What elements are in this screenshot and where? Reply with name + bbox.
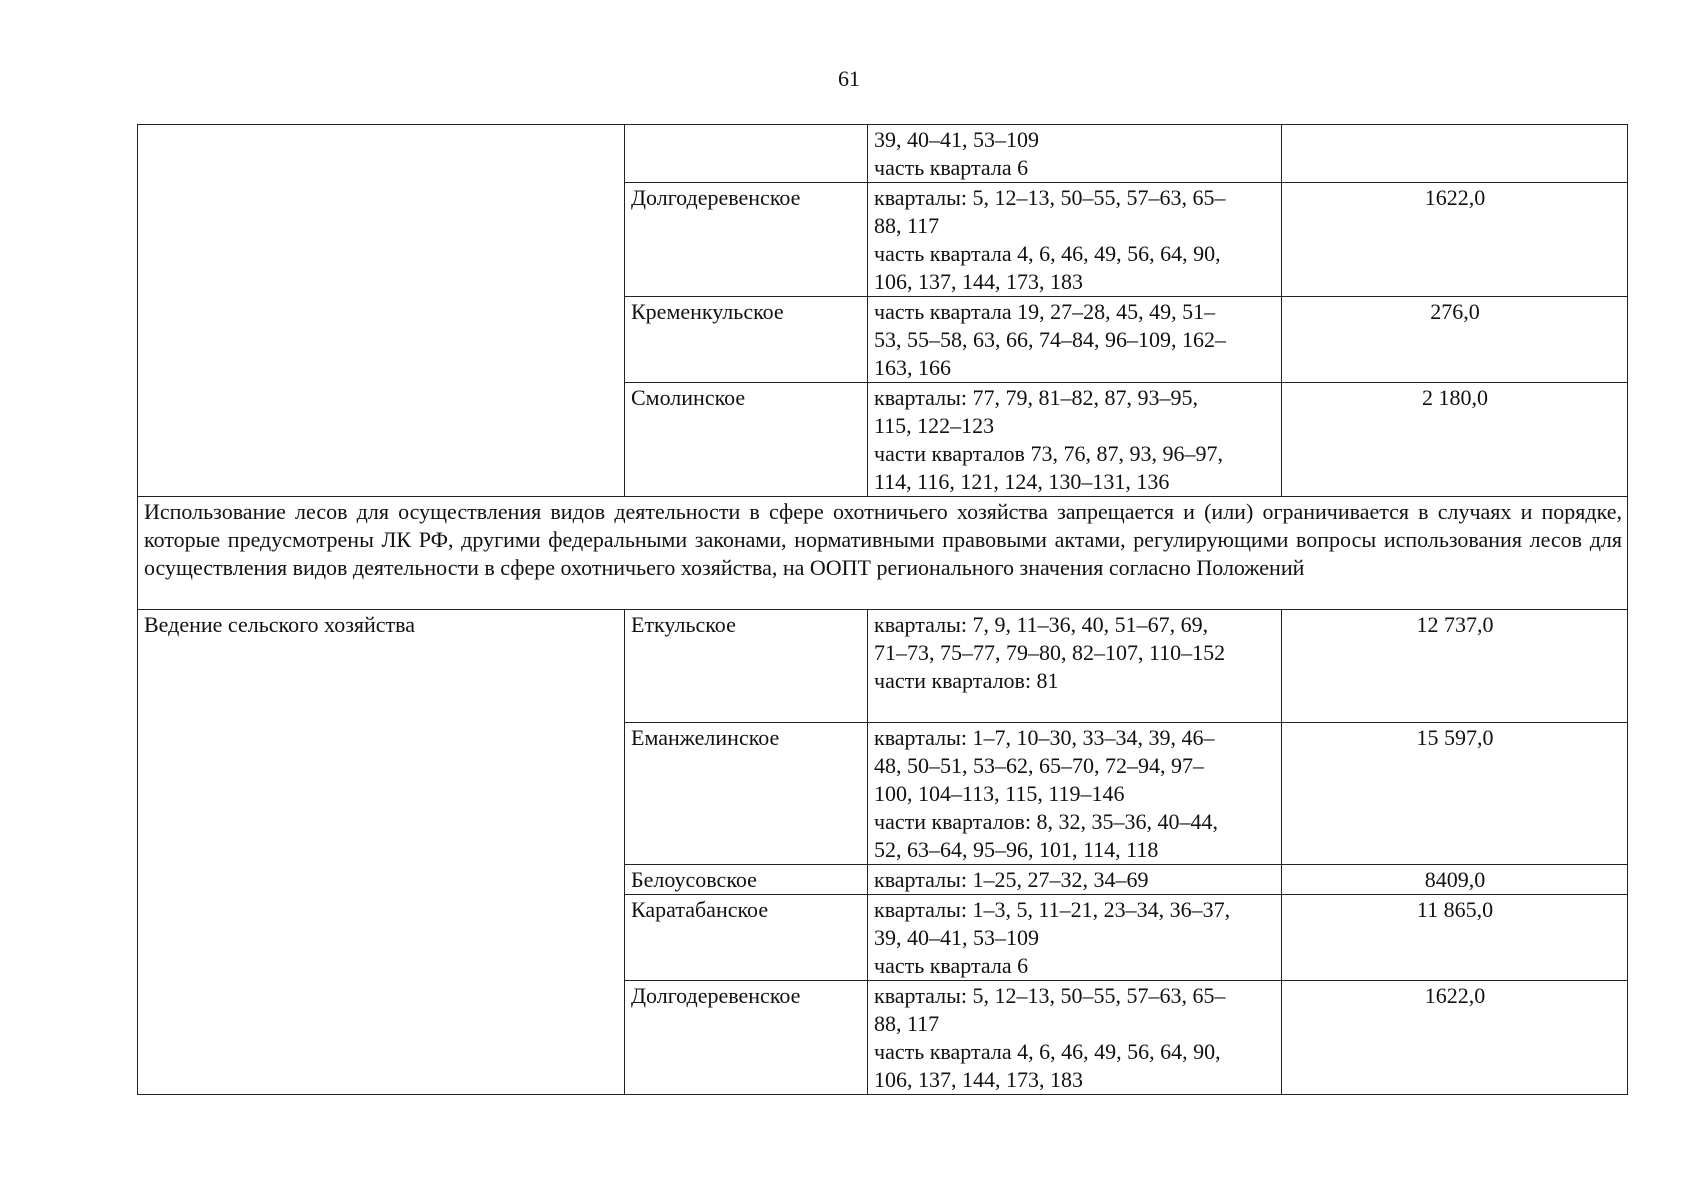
quarters-line: части кварталов: 8, 32, 35–36, 40–44, [874, 809, 1219, 834]
quarters-line: часть квартала 6 [874, 953, 1029, 978]
activity-cell: Ведение сельского хозяйства [138, 610, 625, 1095]
area-cell: 8409,0 [1282, 865, 1628, 895]
quarters-line: 48, 50–51, 53–62, 65–70, 72–94, 97– [874, 753, 1204, 778]
quarters-line: 71–73, 75–77, 79–80, 82–107, 110–152 [874, 640, 1226, 665]
quarters-line: 100, 104–113, 115, 119–146 [874, 781, 1125, 806]
quarters-line: части кварталов: 81 [874, 668, 1059, 693]
forestry-cell: Каратабанское [625, 895, 868, 981]
quarters-line: кварталы: 7, 9, 11–36, 40, 51–67, 69, [874, 612, 1209, 637]
activity-cell [138, 125, 625, 497]
quarters-line: 106, 137, 144, 173, 183 [874, 1067, 1083, 1092]
quarters-line: 163, 166 [874, 355, 951, 380]
forest-use-table [137, 124, 1628, 1095]
area-cell: 12 737,0 [1282, 610, 1628, 723]
quarters-line: 88, 117 [874, 1011, 940, 1036]
quarters-line: часть квартала 19, 27–28, 45, 49, 51– [874, 299, 1216, 324]
quarters-line: 115, 122–123 [874, 413, 995, 438]
forestry-cell: Еткульское [625, 610, 868, 723]
area-cell: 1622,0 [1282, 183, 1628, 297]
quarters-line: 114, 116, 121, 124, 130–131, 136 [874, 469, 1170, 494]
quarters-line: кварталы: 5, 12–13, 50–55, 57–63, 65– [874, 185, 1226, 210]
area-cell: 276,0 [1282, 297, 1628, 383]
restriction-note: Использование лесов для осуществления видов деятельности в сфере охотничьего хозяйства запрещается и (или) ограничивается в случаях и порядке, которые предусмотрены ЛК РФ, другими федеральными законами, нормативными правовыми актами, регулирующими вопросы использования лесов для осуществления видов деятельности в сфере охотничьего хозяйства, на ООПТ регионального значения согласно Положений [138, 497, 1628, 610]
quarters-line: 88, 117 [874, 213, 940, 238]
page-number: 61 [838, 66, 860, 91]
forestry-cell: Кременкульское [625, 297, 868, 383]
quarters-line: кварталы: 1–25, 27–32, 34–69 [874, 867, 1149, 892]
forestry-cell [625, 125, 868, 183]
area-cell: 2 180,0 [1282, 383, 1628, 497]
forestry-cell: Долгодеревенское [625, 183, 868, 297]
quarters-line: части кварталов 73, 76, 87, 93, 96–97, [874, 441, 1223, 466]
quarters-cell [868, 297, 1282, 383]
quarters-cell [868, 981, 1282, 1095]
quarters-cell [868, 723, 1282, 865]
area-cell: 11 865,0 [1282, 895, 1628, 981]
quarters-line: кварталы: 1–7, 10–30, 33–34, 39, 46– [874, 725, 1215, 750]
forestry-cell: Смолинское [625, 383, 868, 497]
quarters-line: 39, 40–41, 53–109 [874, 925, 1039, 950]
area-cell [1282, 125, 1628, 183]
area-cell: 15 597,0 [1282, 723, 1628, 865]
quarters-line: часть квартала 4, 6, 46, 49, 56, 64, 90, [874, 1039, 1221, 1064]
forestry-cell: Белоусовское [625, 865, 868, 895]
forestry-cell: Долгодеревенское [625, 981, 868, 1095]
quarters-line: 106, 137, 144, 173, 183 [874, 269, 1083, 294]
quarters-line: часть квартала 4, 6, 46, 49, 56, 64, 90, [874, 241, 1221, 266]
quarters-cell [868, 125, 1282, 183]
quarters-cell [868, 383, 1282, 497]
quarters-cell [868, 183, 1282, 297]
quarters-line: кварталы: 77, 79, 81–82, 87, 93–95, [874, 385, 1198, 410]
forestry-cell: Еманжелинское [625, 723, 868, 865]
note-row [138, 497, 1628, 610]
quarters-cell [868, 610, 1282, 723]
area-cell: 1622,0 [1282, 981, 1628, 1095]
table-row [138, 125, 1628, 183]
quarters-cell [868, 895, 1282, 981]
quarters-line: кварталы: 5, 12–13, 50–55, 57–63, 65– [874, 983, 1226, 1008]
quarters-line: 39, 40–41, 53–109 [874, 127, 1039, 152]
quarters-line: кварталы: 1–3, 5, 11–21, 23–34, 36–37, [874, 897, 1231, 922]
table-row [138, 610, 1628, 723]
quarters-line: 53, 55–58, 63, 66, 74–84, 96–109, 162– [874, 327, 1226, 352]
quarters-line: часть квартала 6 [874, 155, 1029, 180]
quarters-cell [868, 865, 1282, 895]
quarters-line: 52, 63–64, 95–96, 101, 114, 118 [874, 837, 1159, 862]
